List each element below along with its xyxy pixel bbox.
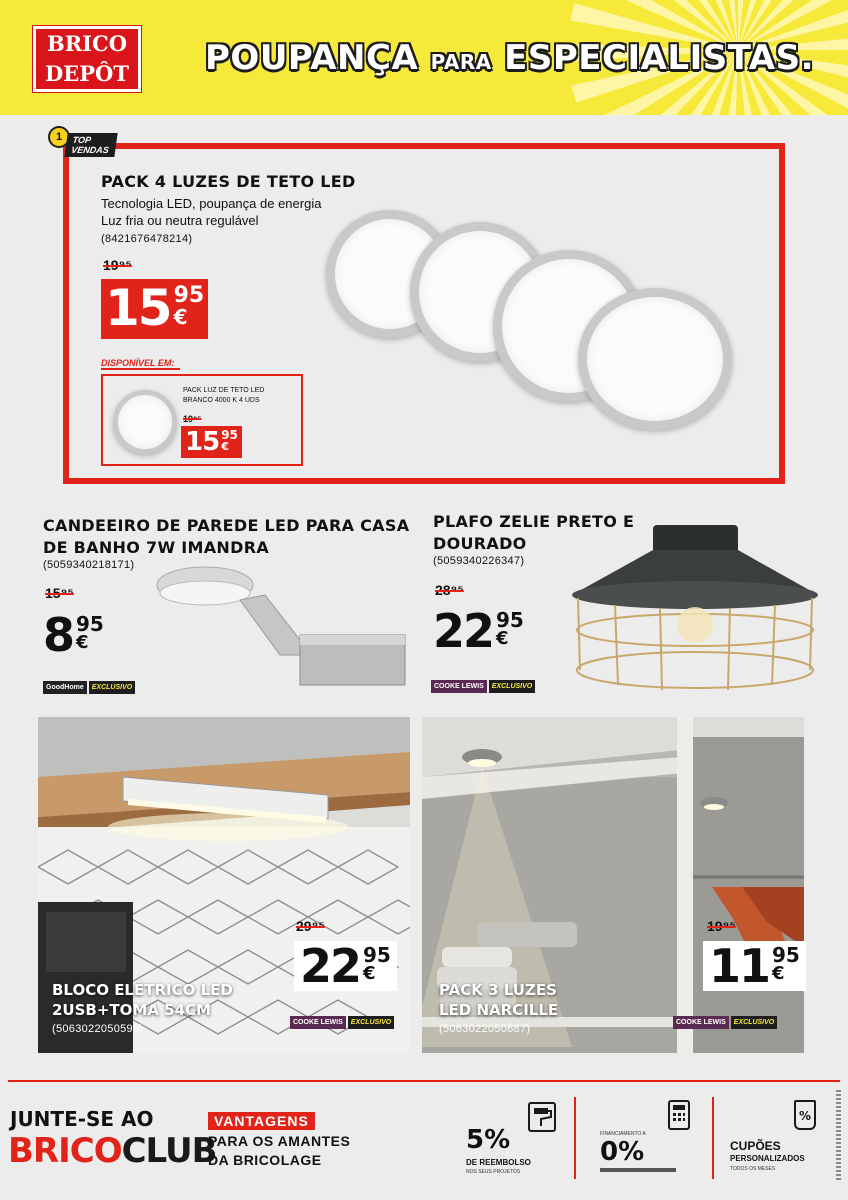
product-1-price-cents: 95 — [76, 612, 104, 636]
benefit-2-top: FINANCIAMENTO A — [600, 1131, 646, 1137]
variant-price-int: 15 — [185, 427, 220, 457]
product-2-ean: (5059340226347) — [433, 555, 525, 567]
cooke-lewis-brand-tag: COOKE LEWIS — [431, 680, 487, 693]
product-1-currency: € — [76, 632, 89, 653]
top-sales-badge — [64, 133, 117, 157]
featured-price-int: 15 — [105, 279, 171, 337]
product-4-title-line-1: PACK 3 LUZES — [439, 981, 557, 999]
featured-price-cents: 95 — [173, 283, 205, 308]
benefit-1-value: 5% — [466, 1125, 511, 1155]
cooke-lewis-brand-tag: COOKE LEWIS — [290, 1016, 346, 1029]
goodhome-brand-tag: GoodHome — [43, 681, 87, 694]
variant-price-cents: 95 — [221, 428, 238, 442]
product-2-price-int: 22 — [433, 604, 494, 658]
product-4-ean: (5063022050687) — [439, 1023, 531, 1035]
product-3-price-int: 22 — [300, 939, 361, 993]
svg-text:%: % — [799, 1109, 812, 1123]
footer-join-text: JUNTE-SE AO — [10, 1107, 154, 1131]
benefit-3-subtitle: PERSONALIZADOS — [730, 1154, 805, 1163]
variant-light-image — [113, 390, 177, 454]
product-2-currency: € — [496, 628, 509, 649]
exclusive-tag: EXCLUSIVO — [348, 1016, 394, 1029]
slogan-part-2: PARA — [430, 50, 492, 74]
footer-tagline-line-1: PARA OS AMANTES — [208, 1133, 351, 1149]
benefit-2-value: 0% — [600, 1137, 645, 1167]
product-2-tags — [431, 680, 535, 693]
featured-price — [101, 279, 208, 339]
product-3-ean: (5063022050595) — [52, 1023, 144, 1035]
product-1-price — [43, 608, 104, 662]
variant-name-line-2: BRANCO 4000 K 4 UDS — [183, 397, 260, 404]
product-1-old-price: 15⁹⁵ — [45, 585, 74, 601]
product-3-old-price: 29⁹⁵ — [296, 918, 325, 934]
slogan-part-3: ESPECIALISTAS. — [504, 38, 814, 78]
variant-currency: € — [221, 440, 229, 453]
benefit-2-finprint — [600, 1168, 676, 1172]
pendant-lamp-image — [570, 520, 820, 698]
product-3-price — [294, 941, 397, 991]
product-1-title — [43, 515, 409, 559]
exclusive-tag: EXCLUSIVO — [731, 1016, 777, 1029]
benefit-1-label: DE REEMBOLSO — [466, 1158, 531, 1167]
available-label: DISPONÍVEL EM: — [101, 358, 180, 370]
footer-separator-1 — [574, 1097, 576, 1179]
product-4-title-line-2: LED NARCILLE — [439, 1001, 559, 1019]
product-3-title — [52, 980, 233, 1020]
paint-roller-icon — [528, 1102, 556, 1132]
product-3-tags — [290, 1016, 394, 1029]
featured-ean: (8421676478214) — [101, 233, 193, 245]
product-4-tags — [673, 1016, 777, 1029]
logo-text-top: BRICO — [46, 31, 128, 56]
variant-old-price: 19⁹⁵ — [183, 414, 202, 424]
ceiling-light-image-4 — [578, 288, 732, 430]
badge-line-2: VENDAS — [70, 145, 110, 155]
brico-depot-logo[interactable] — [33, 26, 141, 92]
slogan-part-1: POUPANÇA — [205, 38, 419, 78]
logo-text-bottom: DEPÔT — [45, 61, 129, 86]
featured-currency: € — [173, 305, 188, 329]
product-1-ean: (5059340218171) — [43, 559, 135, 571]
product-3-price-cents: 95 — [363, 943, 391, 967]
variant-name-line-1: PACK LUZ DE TETO LED — [183, 387, 265, 394]
benefit-3-note: TODOS OS MESES — [730, 1166, 776, 1172]
bricoclub-logo-part-2: CLUB — [121, 1131, 217, 1171]
product-1-title-line-2: DE BANHO 7W IMANDRA — [43, 538, 269, 557]
product-3-title-line-1: BLOCO ELÉTRICO LED — [52, 981, 233, 999]
top-sales-icon: 1 — [48, 126, 70, 148]
variant-price — [181, 426, 242, 458]
footer-tagline-line-2: DA BRICOLAGE — [208, 1152, 322, 1168]
vantagens-label: VANTAGENS — [208, 1112, 315, 1130]
product-4-price-cents: 95 — [772, 943, 800, 967]
benefit-1-note: NOS SEUS PROJETOS — [466, 1169, 521, 1175]
product-1-title-line-1: CANDEEIRO DE PAREDE LED PARA CASA — [43, 516, 410, 535]
product-2-title-line-2: DOURADO — [433, 534, 527, 553]
product-3-title-line-2: 2USB+TOMA 54CM — [52, 1001, 211, 1019]
featured-description — [101, 195, 321, 229]
product-2-title-line-1: PLAFO ZELIE PRETO E — [433, 512, 635, 531]
footer-divider — [8, 1080, 840, 1082]
exclusive-tag: EXCLUSIVO — [89, 681, 135, 694]
product-2-price — [433, 604, 524, 658]
product-4-title — [439, 980, 558, 1020]
bricoclub-logo-part-1: BRICO — [8, 1131, 122, 1171]
exclusive-tag: EXCLUSIVO — [489, 680, 535, 693]
variant-name — [183, 386, 264, 406]
product-1-tags — [43, 681, 135, 694]
calculator-icon — [668, 1100, 690, 1130]
footer-tagline — [208, 1132, 350, 1170]
variant-box[interactable] — [101, 374, 303, 466]
featured-desc-line-2: Luz fria ou neutra regulável — [101, 213, 259, 228]
slogan — [205, 38, 814, 78]
featured-old-price: 19⁹⁵ — [103, 257, 132, 273]
bricoclub-logo[interactable] — [8, 1131, 217, 1171]
product-4-price — [703, 941, 806, 991]
footer-separator-2 — [712, 1097, 714, 1179]
product-4-price-int: 11 — [709, 939, 770, 993]
product-2-price-cents: 95 — [496, 608, 524, 632]
product-1-price-int: 8 — [43, 608, 74, 662]
wall-lamp-image — [150, 555, 410, 695]
featured-desc-line-1: Tecnologia LED, poupança de energia — [101, 196, 322, 211]
coupon-percent-icon — [794, 1100, 816, 1130]
product-3-currency: € — [363, 963, 376, 984]
product-4-old-price: 19⁹⁵ — [707, 918, 736, 934]
featured-title: PACK 4 LUZES DE TETO LED — [101, 172, 356, 191]
cooke-lewis-brand-tag: COOKE LEWIS — [673, 1016, 729, 1029]
benefit-3-title: CUPÕES — [730, 1139, 781, 1153]
product-4-currency: € — [772, 963, 785, 984]
vertical-fineprint — [836, 1090, 841, 1180]
product-2-old-price: 28⁹⁵ — [435, 582, 464, 598]
badge-line-1: TOP — [72, 135, 92, 145]
